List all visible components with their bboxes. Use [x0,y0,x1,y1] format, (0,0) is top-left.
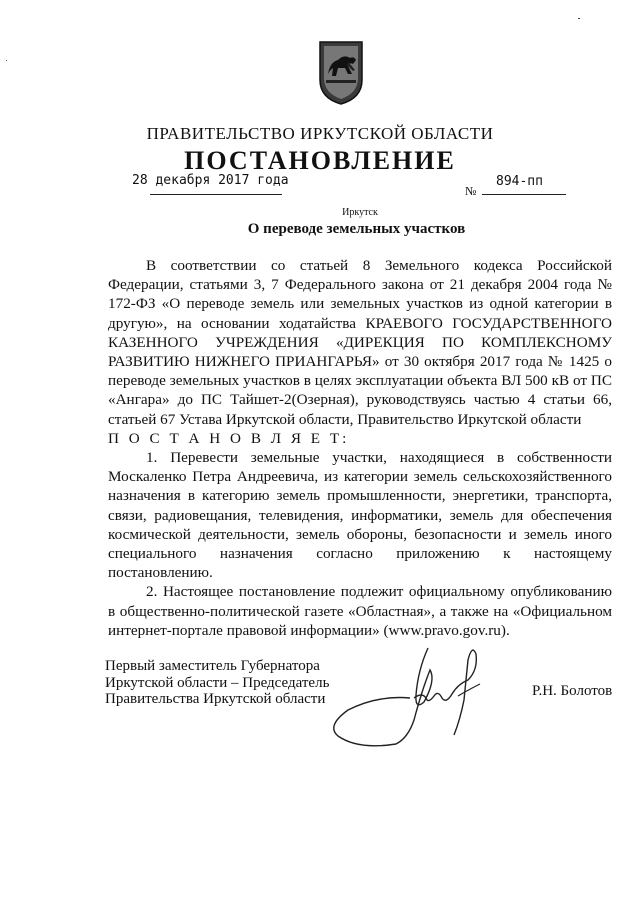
signatory-position-line: Иркутской области – Председатель [105,674,330,691]
signatory-name: Р.Н. Болотов [532,683,613,699]
handwritten-signature [318,640,518,750]
document-subject: О переводе земельных участков [247,221,466,237]
coat-of-arms-icon [318,40,364,106]
decree-item-1: 1. Перевести земельные участки, находящиеся в собственности Москаленко Петра Андреевича, из категории земель сельскохозяйственного назначения в категорию земель промышленности, энергетики, транспорта, связи, радиовещания, телевидения, информатики, земель для обеспечения космической деятельности, земель обороны, безопасности и земель иного специального назначения согласно приложению к настоящему постановлению. [108,449,612,582]
number-sign: № [465,184,477,198]
scan-speck [578,18,580,19]
decree-word: П О С Т А Н О В Л Я Е Т: [108,429,350,447]
decree-item-2: 2. Настоящее постановление подлежит официальному опубликованию в общественно-политической газете «Областная», а также на «Официальном интернет-портале правовой информации» (www.pravo.gov.ru). [108,583,612,639]
document-body [108,256,612,640]
signatory-position-line: Правительства Иркутской области [105,691,326,707]
document-date: 28 декабря 2017 года [132,173,289,188]
document-number: 894-пп [496,174,543,189]
date-underline [150,194,282,195]
government-name: ПРАВИТЕЛЬСТВО ИРКУТСКОЙ ОБЛАСТИ [146,124,494,143]
scan-speck [6,60,7,61]
preamble-paragraph: В соответствии со статьей 8 Земельного кодекса Российской Федерации, статьями 3, 7 Федерального закона от 21 декабря 2004 года № 172-ФЗ «О переводе земель или земельных участков из одной категории в другую», на основании ходатайства КРАЕВОГО ГОСУДАРСТВЕННОГО КАЗЕННОГО УЧРЕЖДЕНИЯ «ДИРЕКЦИЯ ПО КОМПЛЕКСНОМУ РАЗВИТИЮ НИЖНЕГО ПРИАНГАРЬЯ» от 30 октября 2017 года № 1425 о переводе земельных участков в целях эксплуатации объекта ВЛ 500 кВ от ПС «Ангара» до ПС Тайшет-2(Озерная), руководствуясь частью 4 статьи 66, статьей 67 Устава Иркутской области, Правительство Иркутской области [108,257,612,428]
signatory-position [105,658,329,708]
signatory-position-line: Первый заместитель Губернатора [105,658,320,674]
number-underline [482,194,566,195]
issue-city: Иркутск [342,207,378,218]
document-type-title: ПОСТАНОВЛЕНИЕ [184,146,456,175]
